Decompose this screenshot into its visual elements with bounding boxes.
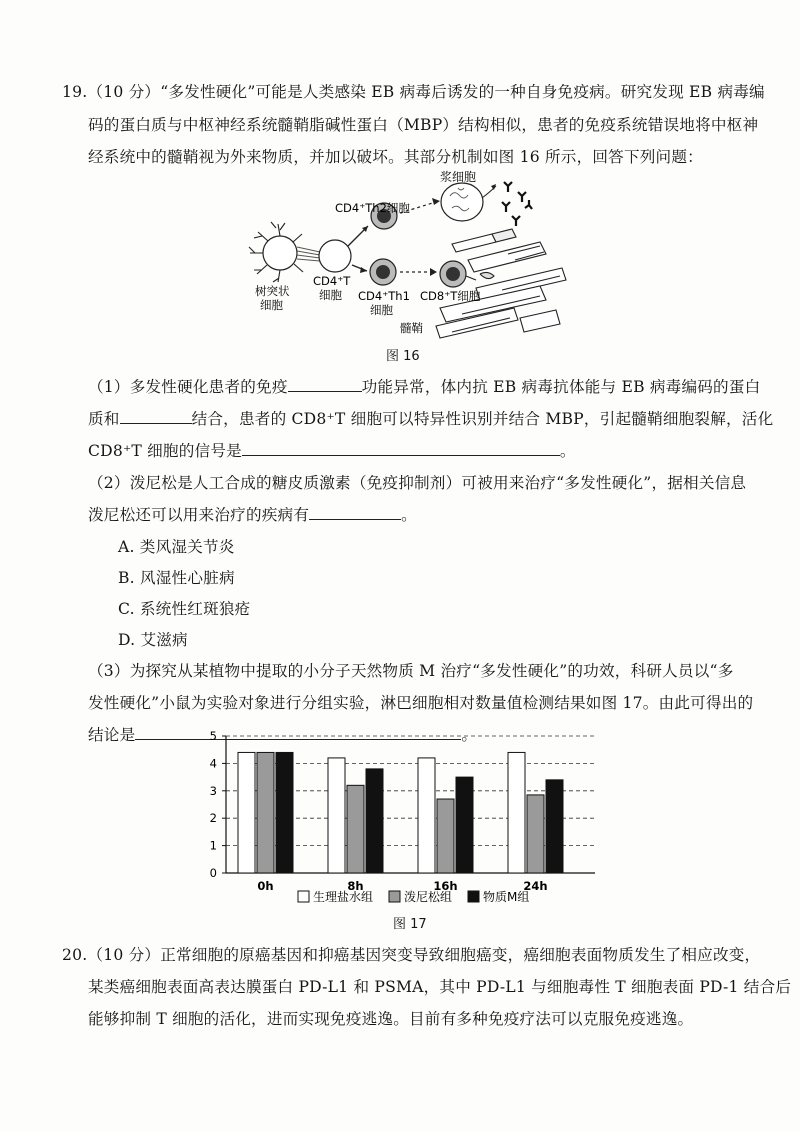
q19-score: （10 分） bbox=[87, 83, 161, 101]
y-tick-label: 3 bbox=[209, 783, 217, 798]
bar bbox=[437, 799, 454, 873]
label-th1-line2: 细胞 bbox=[370, 303, 393, 317]
label-cd8t-cell: CD8⁺T细胞 bbox=[420, 289, 481, 303]
legend-label: 物质M组 bbox=[483, 890, 530, 904]
q20-line1 bbox=[62, 943, 760, 965]
q19-p2-text-c: 。 bbox=[401, 506, 417, 524]
x-tick-label: 24h bbox=[523, 879, 548, 893]
bar bbox=[546, 780, 563, 873]
q19-part1-line1 bbox=[88, 375, 760, 397]
label-dendritic-line2: 细胞 bbox=[260, 298, 283, 312]
q19-part1-line3 bbox=[88, 439, 576, 461]
bar bbox=[347, 785, 364, 873]
figure-17-chart bbox=[200, 728, 610, 913]
antibodies-shape bbox=[502, 182, 532, 226]
q20-intro-2: 某类癌细胞表面高表达膜蛋白 PD-L1 和 PSMA，其中 PD-L1 与细胞毒性 T 细胞表面 PD-1 结合后 bbox=[88, 978, 792, 996]
q19-p1-text-c: 质和 bbox=[88, 410, 120, 428]
figure-16-diagram bbox=[240, 168, 570, 363]
legend-swatch bbox=[389, 891, 400, 902]
y-tick-label: 2 bbox=[209, 811, 217, 826]
y-tick-label: 0 bbox=[209, 866, 217, 880]
answer-blank-immune-function[interactable] bbox=[288, 377, 362, 392]
bar bbox=[508, 752, 525, 873]
bar bbox=[418, 758, 435, 873]
bar bbox=[527, 795, 544, 873]
label-dendritic-line1: 树突状 bbox=[255, 284, 290, 298]
bar bbox=[328, 758, 345, 873]
q19-part3-line2: 发性硬化”小鼠为实验对象进行分组实验，淋巴细胞相对数量值检测结果如图 17。由此可得出的 bbox=[88, 694, 754, 712]
cd4t-cell-shape bbox=[319, 240, 351, 272]
q19-intro-1: “多发性硬化”可能是人类感染 EB 病毒后诱发的一种自身免疫病。研究发现 EB 病毒编 bbox=[160, 83, 765, 101]
legend-swatch bbox=[298, 891, 309, 902]
q19-number: 19. bbox=[62, 83, 88, 101]
y-tick-label: 1 bbox=[209, 838, 217, 853]
figure-16-caption: 图 16 bbox=[386, 349, 420, 364]
q19-part1-line2 bbox=[88, 407, 773, 429]
q19-p1-text-f: 。 bbox=[559, 442, 576, 460]
option-b[interactable]: B. 风湿性心脏病 bbox=[118, 569, 235, 587]
q20-intro-3: 能够抑制 T 细胞的活化，进而实现免疫逃逸。目前有多种免疫疗法可以克服免疫逃逸。 bbox=[88, 1010, 694, 1028]
y-tick-label: 5 bbox=[209, 729, 217, 743]
label-plasma-cell: 浆细胞 bbox=[440, 170, 477, 184]
q19-p1-text-b: 功能异常，体内抗 EB 病毒抗体能与 EB 病毒编码的蛋白 bbox=[361, 378, 761, 396]
answer-blank-activation-signal[interactable] bbox=[242, 441, 560, 456]
q19-part2-line1: （2）泼尼松是人工合成的糖皮质激素（免疫抑制剂）可被用来治疗“多发性硬化”，据相关信息 bbox=[88, 474, 747, 492]
q19-intro-2: 码的蛋白质与中枢神经系统髓鞘脂碱性蛋白（MBP）结构相似，患者的免疫系统错误地将中枢神 bbox=[88, 116, 759, 134]
q19-p1-text-a: （1）多发性硬化患者的免疫 bbox=[88, 378, 288, 396]
x-tick-label: 0h bbox=[257, 879, 274, 893]
label-cd4t-line1: CD4⁺T bbox=[313, 274, 351, 288]
q19-p1-text-d: 结合，患者的 CD8⁺T 细胞可以特异性识别并结合 MBP，引起髓鞘细胞裂解，活化 bbox=[191, 410, 774, 428]
q19-intro-3: 经系统中的髓鞘视为外来物质，并加以破坏。其部分机制如图 16 所示，回答下列问题： bbox=[88, 148, 703, 166]
option-d[interactable]: D. 艾滋病 bbox=[118, 631, 188, 649]
x-tick-label: 16h bbox=[433, 879, 458, 893]
bar bbox=[366, 769, 383, 873]
option-a[interactable]: A. 类风湿关节炎 bbox=[118, 538, 235, 556]
figure-17-caption: 图 17 bbox=[393, 917, 427, 932]
legend-label: 泼尼松组 bbox=[404, 890, 453, 904]
q19-p2-text-b: 泼尼松还可以用来治疗的疾病有 bbox=[88, 506, 310, 524]
legend-label: 生理盐水组 bbox=[313, 890, 374, 904]
label-th1-line1: CD4⁺Th1 bbox=[358, 289, 410, 303]
option-c[interactable]: C. 系统性红斑狼疮 bbox=[118, 600, 251, 618]
bar bbox=[456, 777, 473, 873]
label-cd4t-line2: 细胞 bbox=[319, 288, 342, 302]
answer-blank-binding-target[interactable] bbox=[120, 409, 192, 424]
y-tick-label: 4 bbox=[209, 756, 217, 771]
answer-blank-diseases[interactable] bbox=[309, 505, 401, 520]
bar bbox=[257, 752, 274, 873]
x-tick-label: 8h bbox=[347, 879, 364, 893]
label-myelin: 髓鞘 bbox=[400, 321, 423, 335]
legend-swatch bbox=[468, 891, 479, 902]
q20-score: （10 分） bbox=[87, 946, 161, 964]
plasma-cell-shape bbox=[441, 183, 496, 221]
q20-intro-1: 正常细胞的原癌基因和抑癌基因突变导致细胞癌变，癌细胞表面物质发生了相应改变， bbox=[160, 946, 761, 964]
bar bbox=[238, 752, 255, 873]
q19-line1 bbox=[62, 80, 765, 102]
label-th2-cell: CD4⁺Th2细胞 bbox=[335, 201, 410, 215]
q19-p1-text-e: CD8⁺T 细胞的信号是 bbox=[88, 442, 242, 460]
q20-number: 20. bbox=[62, 946, 88, 964]
q19-part2-line2 bbox=[88, 503, 417, 525]
dendritic-cell-shape bbox=[249, 222, 320, 282]
q19-part3-line1: （3）为探究从某植物中提取的小分子天然物质 M 治疗“多发性硬化”的功效，科研人员以“多 bbox=[88, 662, 734, 680]
bar bbox=[276, 752, 293, 873]
q19-p3-text-c: 结论是 bbox=[88, 726, 136, 744]
q19-p3-text-d: 。 bbox=[461, 726, 478, 744]
